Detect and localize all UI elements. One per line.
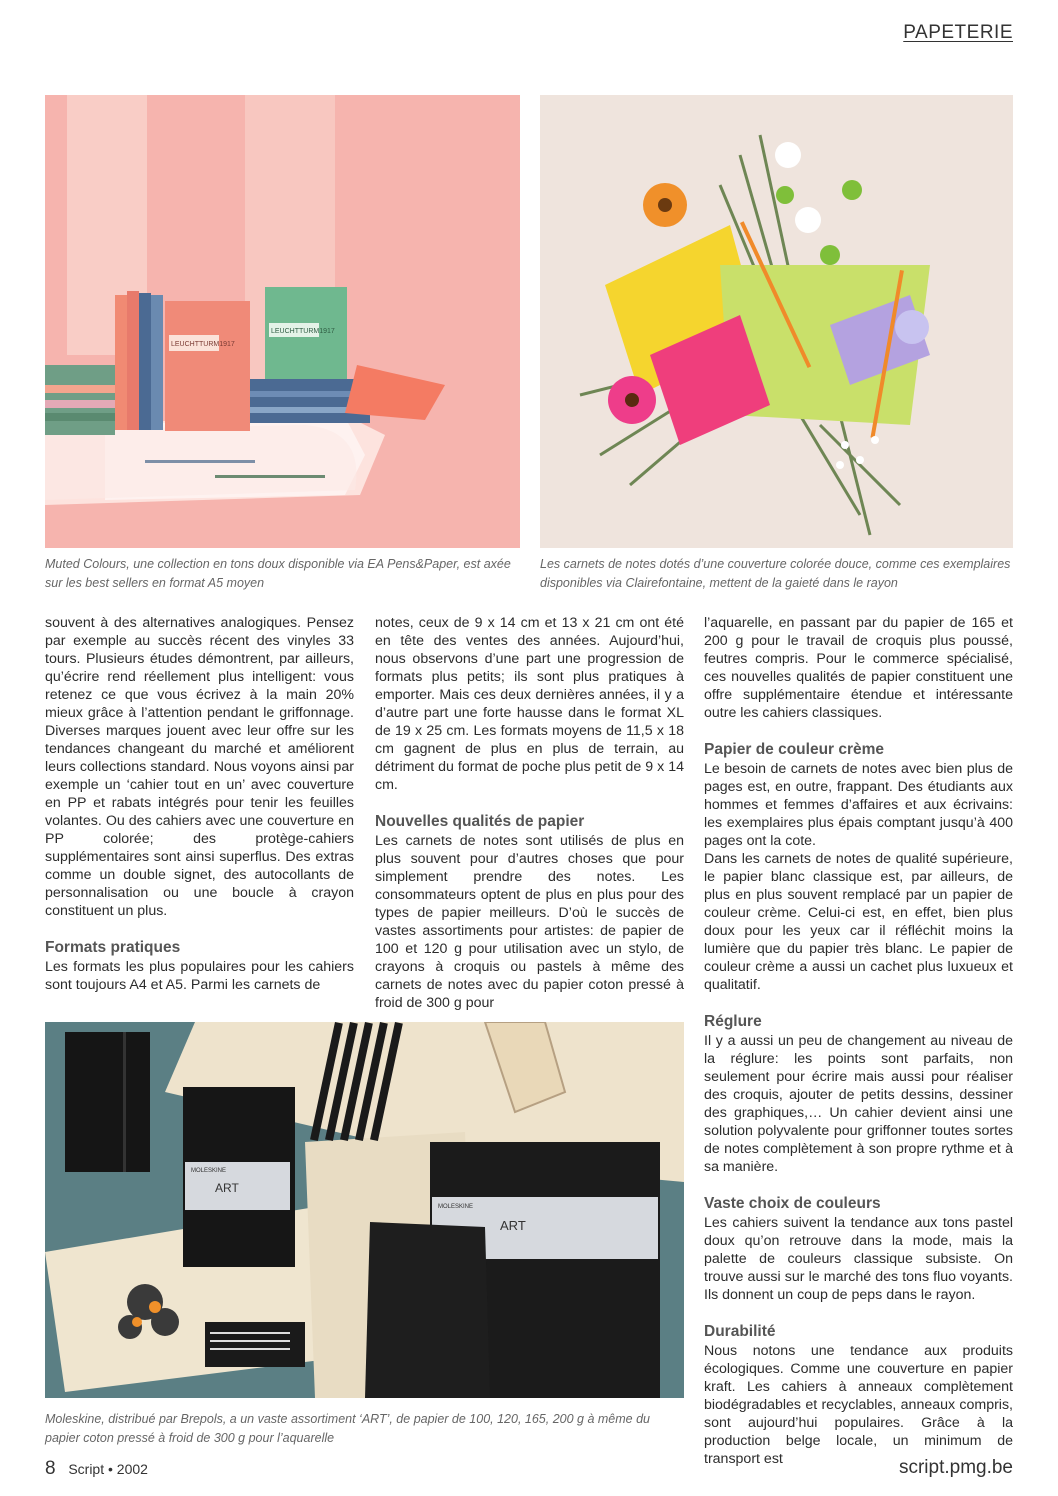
moleskine-brand-a: MOLESKINE bbox=[191, 1168, 227, 1174]
article-column-1 bbox=[45, 614, 354, 994]
heading-nouvelles-qualites: Nouvelles qualités de papier bbox=[375, 813, 585, 830]
article-column-2 bbox=[375, 614, 684, 1012]
moleskine-brand-b: MOLESKINE bbox=[438, 1204, 474, 1210]
heading-formats-pratiques: Formats pratiques bbox=[45, 939, 181, 956]
magazine-issue: Script • 2002 bbox=[68, 1461, 148, 1477]
caption-bottom: Moleskine, distribué par Brepols, a un vaste assortiment ‘ART’, de papier de 100, 120, 165, 200 g à même du papier coton pressé à froid de 300 g pour l’aquarelle bbox=[45, 1412, 650, 1445]
caption-top-right: Les carnets de notes dotés d’une couverture colorée douce, comme ces exemplaires disponibles via Clairefontaine, mettent de la gaieté dans le rayon bbox=[540, 557, 1011, 590]
paragraph: Il y a aussi un peu de changement au niveau de la réglure: les points sont parfaits, non seulement pour écrire mais aussi pour réaliser des croquis, ajouter de petits dessins, dessiner des graphiques,… Un cahier devient ainsi une solution polyvalente pour griffonner toutes sortes de notes complètement à son propre rythme et à sa manière. bbox=[704, 1033, 1013, 1175]
paragraph: Le besoin de carnets de notes avec bien plus de pages est, en outre, frappant. Des étudiants aux hommes et femmes d’affaires et aux écrivains: les exemplaires plus épais comptant jusqu’à 400 pages ont la cote. bbox=[704, 761, 1013, 849]
photo-moleskine bbox=[45, 1022, 684, 1398]
caption-top-left: Muted Colours, une collection en tons doux disponible via EA Pens&Paper, est axée sur les best sellers en format A5 moyen bbox=[45, 557, 511, 590]
page-number: 8 bbox=[45, 1458, 56, 1479]
footer-page-info bbox=[45, 1458, 148, 1480]
moleskine-label-a: ART bbox=[215, 1181, 239, 1195]
brand-label-a: LEUCHTTURM1917 bbox=[171, 341, 235, 348]
paragraph: Les formats les plus populaires pour les cahiers sont toujours A4 et A5. Parmi les carnets de bbox=[45, 959, 354, 993]
brand-label-b: LEUCHTTURM1917 bbox=[271, 328, 335, 335]
article-column-3 bbox=[704, 614, 1013, 1468]
heading-vaste-choix: Vaste choix de couleurs bbox=[704, 1195, 881, 1212]
paragraph: notes, ceux de 9 x 14 cm et 13 x 21 cm ont été en tête des ventes des années. Aujourd’hui, nous observons d’une part une progression de formats plus petits; ils sont plus pratiques à emporter. Mais ces deux dernières années, il y a d’autre part une forte hausse dans le format XL de 19 x 25 cm. Les formats moyens de 11,5 x 18 cm gagnent de plus en plus de terrain, au détriment du format de poche plus petit de 9 x 14 cm. bbox=[375, 615, 684, 793]
paragraph: souvent à des alternatives analogiques. Pensez par exemple au succès récent des vinyles 33 tours. Plusieurs études démontrent, par ailleurs, qu’écrire rend réellement plus intelligent: vous retenez ce que vous écrivez à la main 20% mieux grâce à l’attention pendant le griffonnage. Diverses marques jouent avec leur offre sur les tendances changeant du marché et améliorent leurs collections standard. Nous voyons ainsi par exemple un ‘cahier tout en un’ avec couverture en PP et rabats intégrés pour tenir les feuilles volantes. Ou des cahiers avec une couverture en PP colorée; des protège-cahiers supplémentaires sont ainsi superflus. Des extras comme un double signet, des autocollants de personnalisation ou une boucle à crayon constituent un plus. bbox=[45, 615, 354, 919]
paragraph: Les cahiers suivent la tendance aux tons pastel doux qu’on retrouve dans la mode, mais la palette de couleurs classique subsiste. On trouve aussi sur le marché des tons fluo voyants. Ils donnent un coup de peps dans le rayon. bbox=[704, 1215, 1013, 1303]
moleskine-label-b: ART bbox=[500, 1218, 526, 1233]
photo-muted-colours bbox=[45, 95, 520, 548]
paragraph: Dans les carnets de notes de qualité supérieure, le papier blanc classique est, par ailleurs, de plus en plus souvent remplacé par un papier de couleur crème. Celui-ci est, en effet, bien plus doux pour les yeux car il réfléchit moins la lumière que du papier très blanc. Le papier de couleur crème a aussi un cachet plus luxueux et qualitatif. bbox=[704, 851, 1013, 993]
paragraph: Les carnets de notes sont utilisés de plus en plus souvent pour d’autres choses que pour simplement prendre des notes. Les consommateurs optent de plus en plus pour des types de papier meilleurs. D’où le succès de vastes assortiments pour artistes: de papier de 100 et 120 g pour utilisation avec un stylo, de crayons à croquis ou pastels à même des carnets de notes avec du papier coton pressé à froid de 300 g pour bbox=[375, 833, 684, 1011]
paragraph: Nous notons une tendance aux produits écologiques. Comme une couverture en papier kraft. Les cahiers à anneaux complètement biodégradables et recyclables, anneaux compris, sont aujourd’hui populaires. Grâce à la production belge locale, un minimum de transport est bbox=[704, 1343, 1013, 1467]
heading-papier-creme: Papier de couleur crème bbox=[704, 741, 885, 758]
section-label: PAPETERIE bbox=[903, 22, 1013, 43]
heading-reglure: Réglure bbox=[704, 1013, 762, 1030]
heading-durabilite: Durabilité bbox=[704, 1323, 776, 1340]
photo-clairefontaine bbox=[540, 95, 1013, 548]
paragraph: l’aquarelle, en passant par du papier de 165 et 200 g pour le travail de croquis plus poussé, feutres compris. Pour le commerce spécialisé, ces nouvelles qualités de papier constituent une offre supplémentaire étendue et intéressante outre les cahiers classiques. bbox=[704, 615, 1013, 721]
footer-url: script.pmg.be bbox=[898, 1457, 1013, 1478]
